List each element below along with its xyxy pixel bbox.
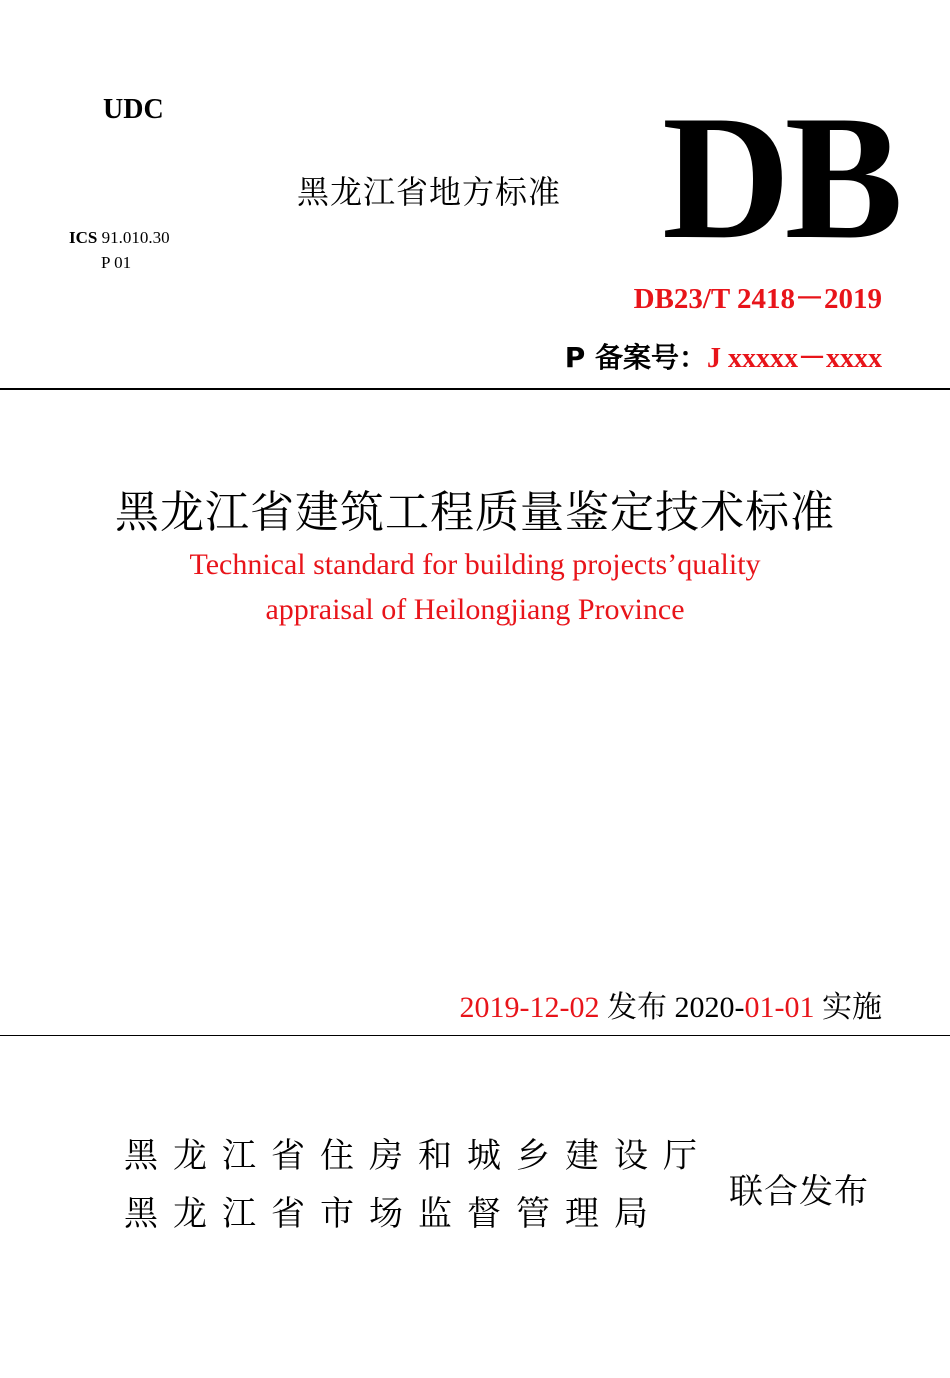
issue-label: 发布 xyxy=(607,990,667,1025)
top-divider xyxy=(0,388,950,390)
issue-dates xyxy=(460,982,882,1026)
title-english-line2: appraisal of Heilongjiang Province xyxy=(265,593,685,626)
impl-label: 实施 xyxy=(822,990,882,1025)
udc-label: UDC xyxy=(103,94,164,125)
title-english-line1: Technical standard for building projects’quality xyxy=(189,548,761,581)
filing-label: P 备案号： xyxy=(564,341,707,374)
ics-label: ICS xyxy=(69,228,98,247)
bottom-divider xyxy=(0,1035,950,1036)
issuer-housing-dept: 黑龙江省住房和城乡建设厅 xyxy=(124,1136,712,1176)
impl-monthday: 01-01 xyxy=(744,991,815,1024)
issuer-market-bureau: 黑龙江省市场监督管理局 xyxy=(124,1194,663,1234)
impl-year: 2020- xyxy=(674,991,745,1024)
filing-value: J xxxxx－xxxx xyxy=(706,343,882,374)
ics-value: 91.010.30 xyxy=(101,228,170,247)
title-chinese: 黑龙江省建筑工程质量鉴定技术标准 xyxy=(115,487,835,538)
issue-date: 2019-12-02 xyxy=(459,991,600,1024)
db-mark: DB xyxy=(662,78,898,276)
p-category: P 01 xyxy=(101,253,132,272)
ics-code xyxy=(69,228,170,248)
filing-number xyxy=(565,336,882,376)
standard-number: DB23/T 2418－2019 xyxy=(633,283,882,315)
province-standard-label: 黑龙江省地方标准 xyxy=(297,173,562,211)
joint-issue-label: 联合发布 xyxy=(729,1172,869,1212)
